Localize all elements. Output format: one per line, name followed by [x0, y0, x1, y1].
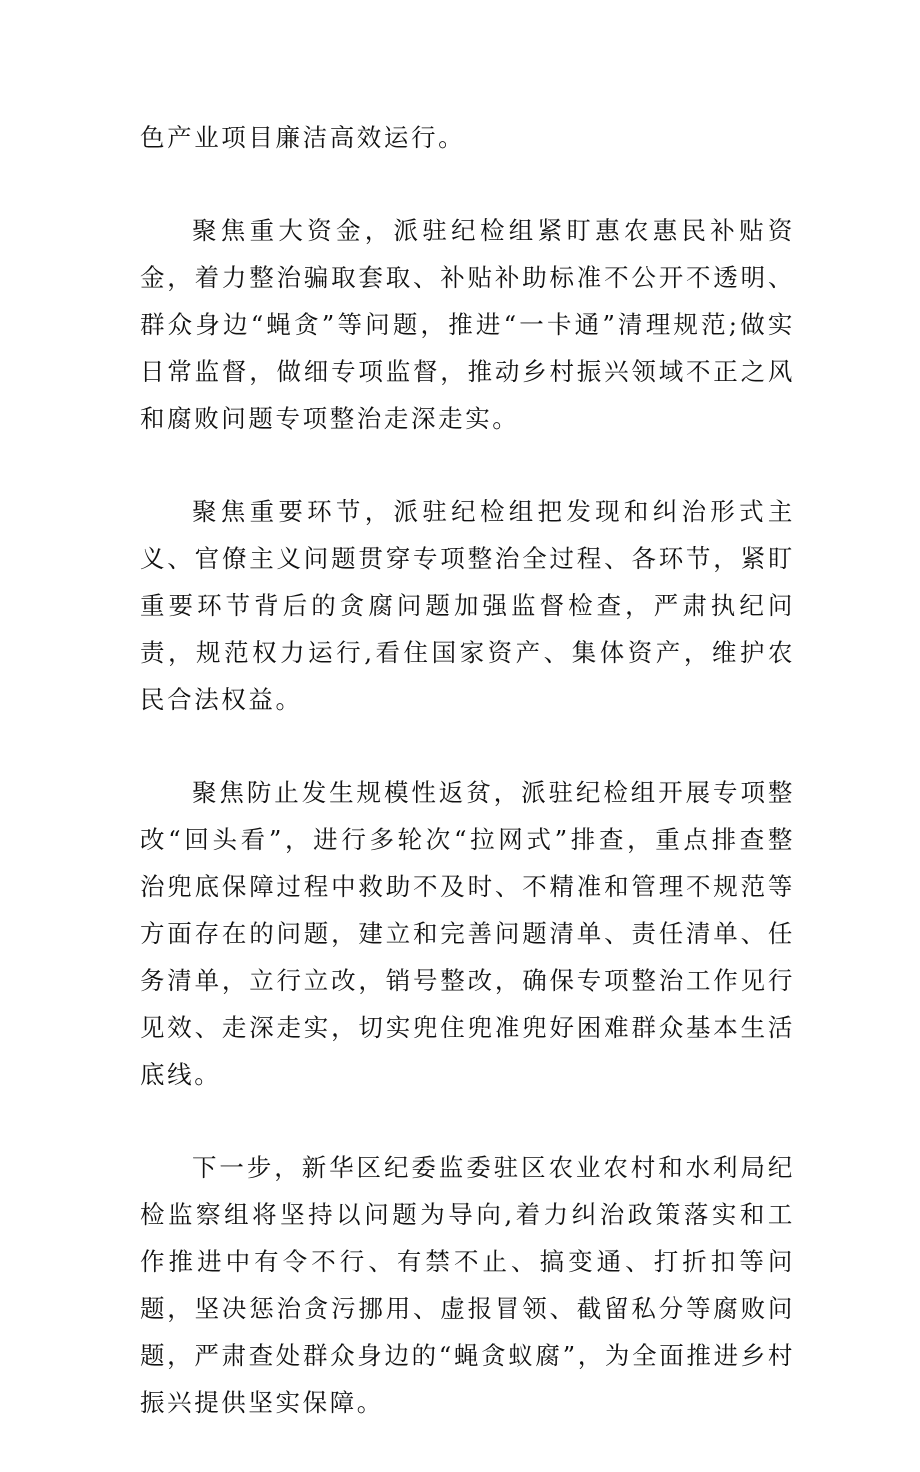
paragraph-prevent-poverty-return: 聚焦防止发生规模性返贫，派驻纪检组开展专项整改“回头看”，进行多轮次“拉网式”排查，重点排查整治兜底保障过程中救助不及时、不精准和管理不规范等方面存在的问题，建立和完善问题清单、责任清单、任务清单，立行立改，销号整改，确保专项整治工作见行见效、走深走实，切实兜住兜准兜好困难群众基本生活底线。	[140, 778, 795, 1089]
paragraph-major-funds: 聚焦重大资金，派驻纪检组紧盯惠农惠民补贴资金，着力整治骗取套取、补贴补助标准不公开不透明、群众身边“蝇贪”等问题，推进“一卡通”清理规范;做实日常监督，做细专项监督，推动乡村振兴领域不正之风和腐败问题专项整治走深走实。	[140, 216, 795, 433]
paragraph-key-links: 聚焦重要环节，派驻纪检组把发现和纠治形式主义、官僚主义问题贯穿专项整治全过程、各环节，紧盯重要环节背后的贪腐问题加强监督检查，严肃执纪问责，规范权力运行,看住国家资产、集体资产，维护农民合法权益。	[140, 497, 795, 714]
paragraph-continuation: 色产业项目廉洁高效运行。	[140, 123, 466, 152]
document-body	[140, 114, 795, 1472]
paragraph-next-steps: 下一步，新华区纪委监委驻区农业农村和水利局纪检监察组将坚持以问题为导向,着力纠治政策落实和工作推进中有令不行、有禁不止、搞变通、打折扣等问题，坚决惩治贪污挪用、虚报冒领、截留私分等腐败问题，严肃查处群众身边的“蝇贪蚁腐”，为全面推进乡村振兴提供坚实保障。	[140, 1153, 795, 1417]
